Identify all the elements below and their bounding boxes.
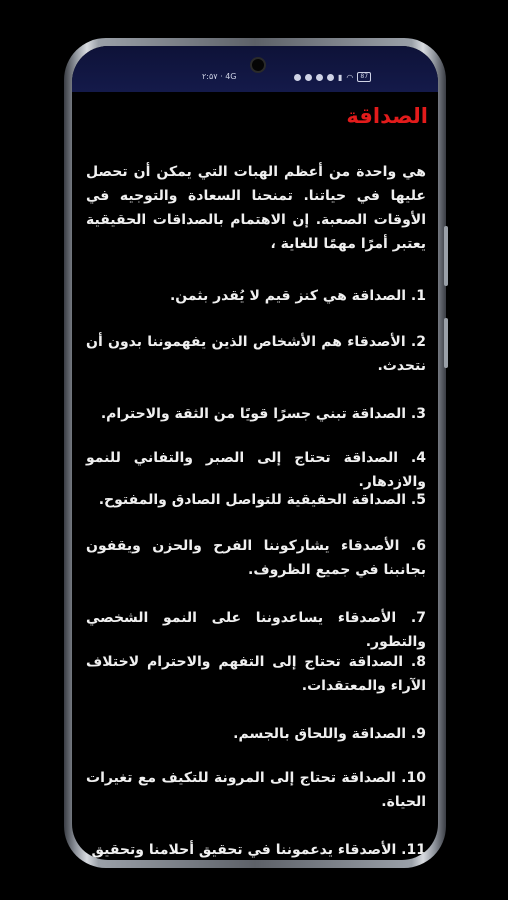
wifi-icon: ◠ [346,72,354,82]
list-item: 7. الأصدقاء يساعدوننا على النمو الشخصي والتطور. [86,610,426,650]
signal-icon: ▮ [338,72,343,82]
power-button [444,318,448,368]
list-item: 5. الصداقة الحقيقية للتواصل الصادق والمفتوح. [98,492,426,508]
status-time: ۲:۵۷ · 4G [202,72,238,81]
list-item: 9. الصداقة واللحاق بالجسم. [233,726,426,742]
list-item: 6. الأصدقاء يشاركوننا الفرح والحزن ويقفون بجانبنا في جميع الظروف. [86,538,426,578]
article-intro: هي واحدة من أعظم الهبات التي يمكن أن تحصل عليها في حياتنا. تمنحنا السعادة والتوجيه في الأوقات الصعبة. إن الاهتمام بالصداقات الحقيقية يعتبر أمرًا مهمًا للغاية ، [86,164,426,252]
status-bar [72,46,438,92]
messenger-icon [327,74,334,81]
list-item: 10. الصداقة تحتاج إلى المرونة للتكيف مع تغيرات الحياة. [86,770,426,810]
whatsapp-icon [294,74,301,81]
volume-button [444,226,448,286]
status-icons [294,72,371,82]
status-left [202,72,237,81]
list-item: 8. الصداقة تحتاج إلى التفهم والاحترام لاختلاف الآراء والمعتقدات. [86,654,426,694]
list-item: 4. الصداقة تحتاج إلى الصبر والتفاني للنمو والازدهار. [86,450,426,490]
battery-icon: 87 [357,72,371,82]
facebook-icon [316,74,323,81]
list-item: 1. الصداقة هي كنز قيم لا يُقدر بثمن. [169,288,426,304]
messenger-icon [305,74,312,81]
list-item: 2. الأصدقاء هم الأشخاص الذين يفهموننا بدون أن نتحدث. [86,334,426,374]
list-item: 3. الصداقة تبني جسرًا قويًا من الثقة والاحترام. [100,406,426,422]
article-title: الصداقة [346,104,428,128]
phone-screen [72,46,438,860]
front-camera [250,57,266,73]
list-item: 11. الأصدقاء يدعموننا في تحقيق أحلامنا وتحقيق [91,842,426,858]
